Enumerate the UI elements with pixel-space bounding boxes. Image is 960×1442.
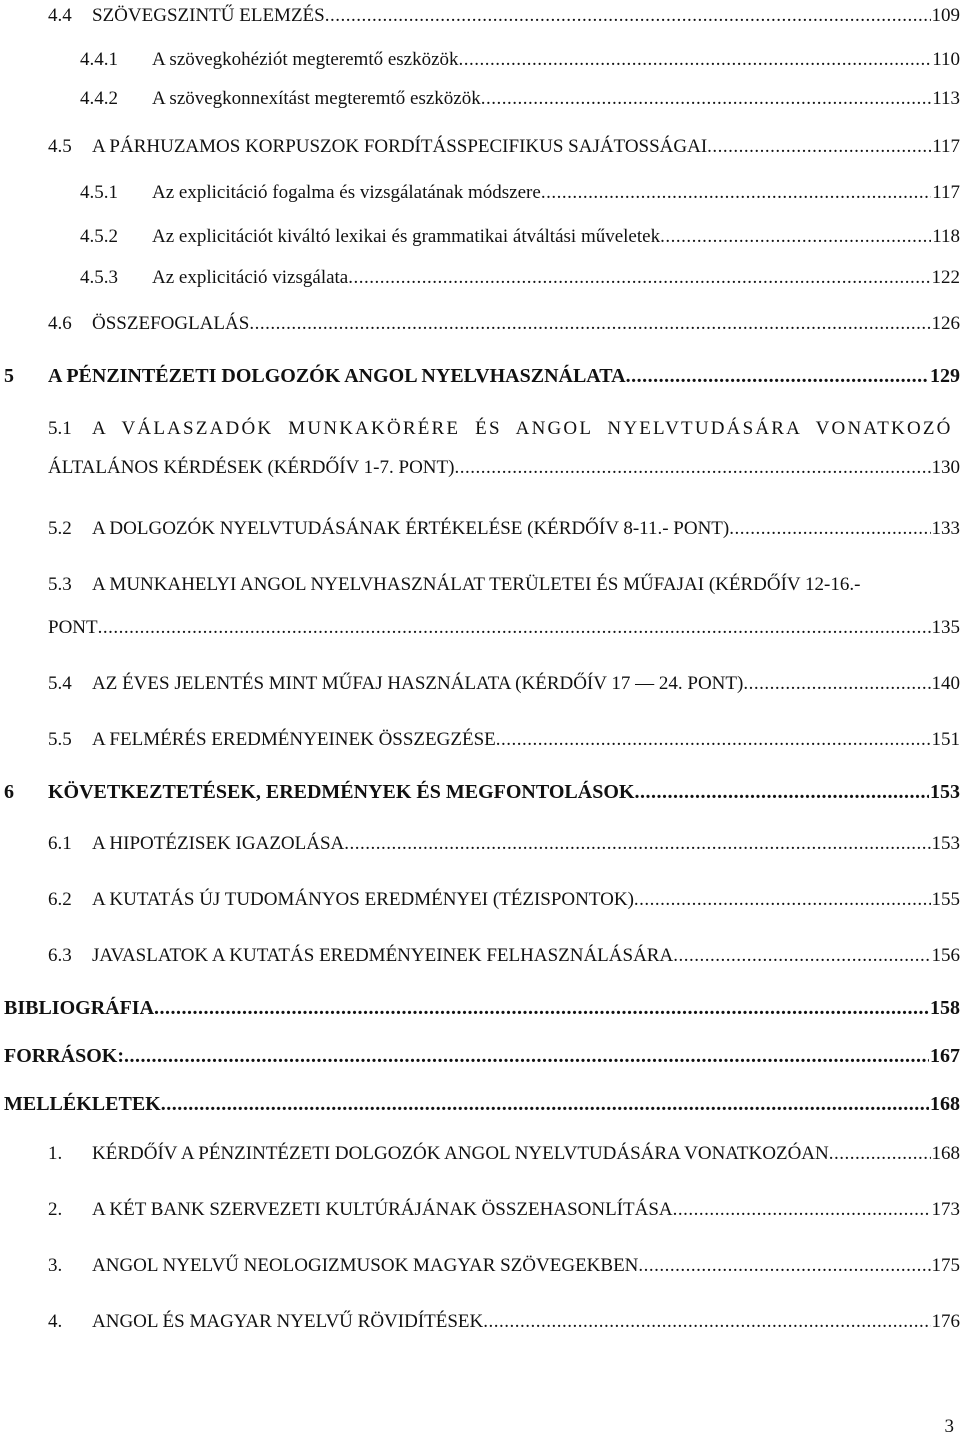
toc-entry-title: A PÁRHUZAMOS KORPUSZOK FORDÍTÁSSPECIFIKUS SAJÁTOSSÁGAI <box>92 136 708 157</box>
toc-entry-title-line1: A VÁLASZADÓK MUNKAKÖRÉRE ÉS ANGOL NYELVTUDÁSÁRA VONATKOZÓ <box>92 418 953 439</box>
toc-entry[interactable] <box>0 1250 960 1282</box>
toc-chapter[interactable] <box>0 1088 960 1120</box>
toc-entry-number: 5.1 <box>48 418 72 439</box>
toc-leader-dots <box>161 1088 929 1120</box>
toc-entry-number: 5.3 <box>48 574 72 595</box>
toc-leader-dots <box>673 1194 931 1226</box>
toc-entry-title: A KUTATÁS ÚJ TUDOMÁNYOS EREDMÉNYEI (TÉZISPONTOK) <box>92 889 634 910</box>
toc-entry-page: 168 <box>931 1143 960 1164</box>
toc-leader-dots <box>344 828 930 860</box>
toc-entry-number: 4.4.1 <box>80 49 118 70</box>
toc-entry-page: 117 <box>932 136 960 157</box>
toc-entry-title: A KÉT BANK SZERVEZETI KULTÚRÁJÁNAK ÖSSZEHASONLÍTÁSA <box>92 1199 673 1220</box>
toc-entry-page: 135 <box>931 617 960 638</box>
toc-entry-number: 5.4 <box>48 673 72 694</box>
toc-entry-title-line1: A MUNKAHELYI ANGOL NYELVHASZNÁLAT TERÜLETEI ÉS MŰFAJAI (KÉRDŐÍV 12-16.- <box>92 574 861 595</box>
toc-leader-dots <box>729 513 930 545</box>
toc-leader-dots <box>638 1250 930 1282</box>
toc-entry[interactable] <box>0 177 960 209</box>
toc-leader-dots <box>673 940 930 972</box>
toc-entry-page: 153 <box>930 781 960 803</box>
toc-entry-page: 176 <box>931 1311 960 1332</box>
toc-chapter[interactable] <box>0 992 960 1024</box>
page-number: 3 <box>944 1416 954 1437</box>
toc-entry-number: 5 <box>4 365 14 387</box>
toc-entry-number: 6.1 <box>48 833 72 854</box>
toc-entry-number: 4.4 <box>48 5 72 26</box>
toc-entry-number: 5.5 <box>48 729 72 750</box>
toc-entry-page: 122 <box>931 267 960 288</box>
toc-entry-title: Az explicitáció vizsgálata <box>152 267 349 288</box>
toc-entry-title: ÖSSZEFOGLALÁS <box>92 313 250 334</box>
toc-entry-number: 4.6 <box>48 313 72 334</box>
toc-entry-number: 4.5.2 <box>80 226 118 247</box>
toc-leader-dots <box>98 612 931 644</box>
toc-entry-page: 118 <box>932 226 960 247</box>
toc-entry-page: 113 <box>932 88 960 109</box>
toc-entry-title: A szövegkonnexítást megteremtő eszközök <box>152 88 481 109</box>
toc-entry[interactable] <box>0 221 960 253</box>
toc-entry-page: 153 <box>931 833 960 854</box>
toc-leader-dots <box>348 262 930 294</box>
toc-entry-page: 117 <box>932 182 960 203</box>
toc-entry-title: A szövegkohéziót megteremtő eszközök <box>152 49 459 70</box>
toc-entry-number: 6 <box>4 781 14 803</box>
toc-entry-title: Az explicitációt kiváltó lexikai és grammatikai átváltási műveletek <box>152 226 661 247</box>
toc-leader-dots <box>325 0 931 32</box>
toc-entry-title: AZ ÉVES JELENTÉS MINT MŰFAJ HASZNÁLATA (KÉRDŐÍV 17 — 24. PONT) <box>92 673 744 694</box>
toc-entry-number: 5.2 <box>48 518 72 539</box>
toc-leader-dots <box>496 724 931 756</box>
toc-entry-page: 151 <box>931 729 960 750</box>
toc-entry[interactable] <box>0 44 960 76</box>
toc-entry-title: ANGOL NYELVŰ NEOLOGIZMUSOK MAGYAR SZÖVEGEKBEN <box>92 1255 639 1276</box>
toc-entry-page: 129 <box>930 365 960 387</box>
toc-entry[interactable] <box>0 724 960 756</box>
toc-entry-page: 175 <box>931 1255 960 1276</box>
toc-entry[interactable] <box>0 828 960 860</box>
toc-entry-title: FORRÁSOK: <box>4 1045 124 1067</box>
toc-entry-page: 140 <box>931 673 960 694</box>
toc-entry-title: KÉRDŐÍV A PÉNZINTÉZETI DOLGOZÓK ANGOL NYELVTUDÁSÁRA VONATKOZÓAN <box>92 1143 829 1164</box>
toc-entry-title: ÁLTALÁNOS KÉRDÉSEK (KÉRDŐÍV 1-7. PONT) <box>48 457 455 478</box>
toc-entry-page: 130 <box>931 457 960 478</box>
toc-chapter[interactable] <box>0 776 960 808</box>
toc-entry[interactable] <box>0 83 960 115</box>
toc-entry-number: 6.3 <box>48 945 72 966</box>
toc-leader-dots <box>483 1306 930 1338</box>
toc-leader-dots <box>626 360 929 392</box>
toc-entry-page: 167 <box>930 1045 960 1067</box>
toc-entry-number: 6.2 <box>48 889 72 910</box>
toc-entry-continuation <box>0 612 960 644</box>
toc-entry-page: 173 <box>931 1199 960 1220</box>
toc-entry-title: JAVASLATOK A KUTATÁS EREDMÉNYEINEK FELHASZNÁLÁSÁRA <box>92 945 674 966</box>
toc-leader-dots <box>154 992 929 1024</box>
toc-entry-number: 4. <box>48 1311 63 1332</box>
toc-entry-page: 155 <box>931 889 960 910</box>
toc-leader-dots <box>707 131 931 163</box>
toc-entry-number: 4.5.3 <box>80 267 118 288</box>
toc-leader-dots <box>743 668 930 700</box>
toc-entry-page: 126 <box>931 313 960 334</box>
toc-entry-title: SZÖVEGSZINTŰ ELEMZÉS <box>92 5 325 26</box>
toc-entry-title: KÖVETKEZTETÉSEK, EREDMÉNYEK ÉS MEGFONTOLÁSOK <box>48 781 635 803</box>
toc-leader-dots <box>541 177 931 209</box>
toc-leader-dots <box>454 452 930 484</box>
toc-entry-number: 4.5.1 <box>80 182 118 203</box>
toc-entry-page: 158 <box>930 997 960 1019</box>
toc-leader-dots <box>829 1138 931 1170</box>
toc-entry[interactable] <box>0 1194 960 1226</box>
toc-entry-number: 4.5 <box>48 136 72 157</box>
toc-leader-dots <box>249 308 930 340</box>
toc-entry-title: ANGOL ÉS MAGYAR NYELVŰ RÖVIDÍTÉSEK <box>92 1311 484 1332</box>
toc-entry[interactable] <box>0 940 960 972</box>
toc-entry-title: MELLÉKLETEK <box>4 1093 161 1115</box>
toc-entry[interactable] <box>0 308 960 340</box>
toc-entry-title: Az explicitáció fogalma és vizsgálatának módszere <box>152 182 541 203</box>
toc-entry[interactable] <box>0 569 960 601</box>
toc-entry[interactable] <box>0 413 960 445</box>
toc-entry-number: 4.4.2 <box>80 88 118 109</box>
toc-leader-dots <box>634 884 931 916</box>
toc-leader-dots <box>660 221 931 253</box>
toc-entry-page: 156 <box>931 945 960 966</box>
toc-entry-number: 1. <box>48 1143 63 1164</box>
toc-entry-number: 2. <box>48 1199 63 1220</box>
toc-leader-dots <box>634 776 929 808</box>
toc-entry-title: BIBLIOGRÁFIA <box>4 997 155 1019</box>
toc-entry-page: 109 <box>931 5 960 26</box>
toc-entry-title: A PÉNZINTÉZETI DOLGOZÓK ANGOL NYELVHASZNÁLATA <box>48 365 626 387</box>
toc-entry-page: 133 <box>931 518 960 539</box>
toc-entry-page: 168 <box>930 1093 960 1115</box>
toc-entry-continuation <box>0 452 960 484</box>
toc-entry[interactable] <box>0 513 960 545</box>
toc-entry-title: A FELMÉRÉS EREDMÉNYEINEK ÖSSZEGZÉSE <box>92 729 496 750</box>
toc-entry[interactable] <box>0 0 960 32</box>
toc-entry-title: PONT <box>48 617 98 638</box>
toc-entry[interactable] <box>0 262 960 294</box>
toc-entry[interactable] <box>0 131 960 163</box>
toc-entry-title: A DOLGOZÓK NYELVTUDÁSÁNAK ÉRTÉKELÉSE (KÉRDŐÍV 8-11.- PONT) <box>92 518 730 539</box>
toc-chapter[interactable] <box>0 1040 960 1072</box>
toc-leader-dots <box>459 44 932 76</box>
toc-entry[interactable] <box>0 1306 960 1338</box>
toc-entry[interactable] <box>0 884 960 916</box>
toc-entry-page: 110 <box>932 49 960 70</box>
toc-chapter[interactable] <box>0 360 960 392</box>
toc-entry-title: A HIPOTÉZISEK IGAZOLÁSA <box>92 833 345 854</box>
toc-leader-dots <box>481 83 931 115</box>
toc-entry[interactable] <box>0 1138 960 1170</box>
toc-leader-dots <box>124 1040 929 1072</box>
toc-entry-number: 3. <box>48 1255 63 1276</box>
toc-entry[interactable] <box>0 668 960 700</box>
